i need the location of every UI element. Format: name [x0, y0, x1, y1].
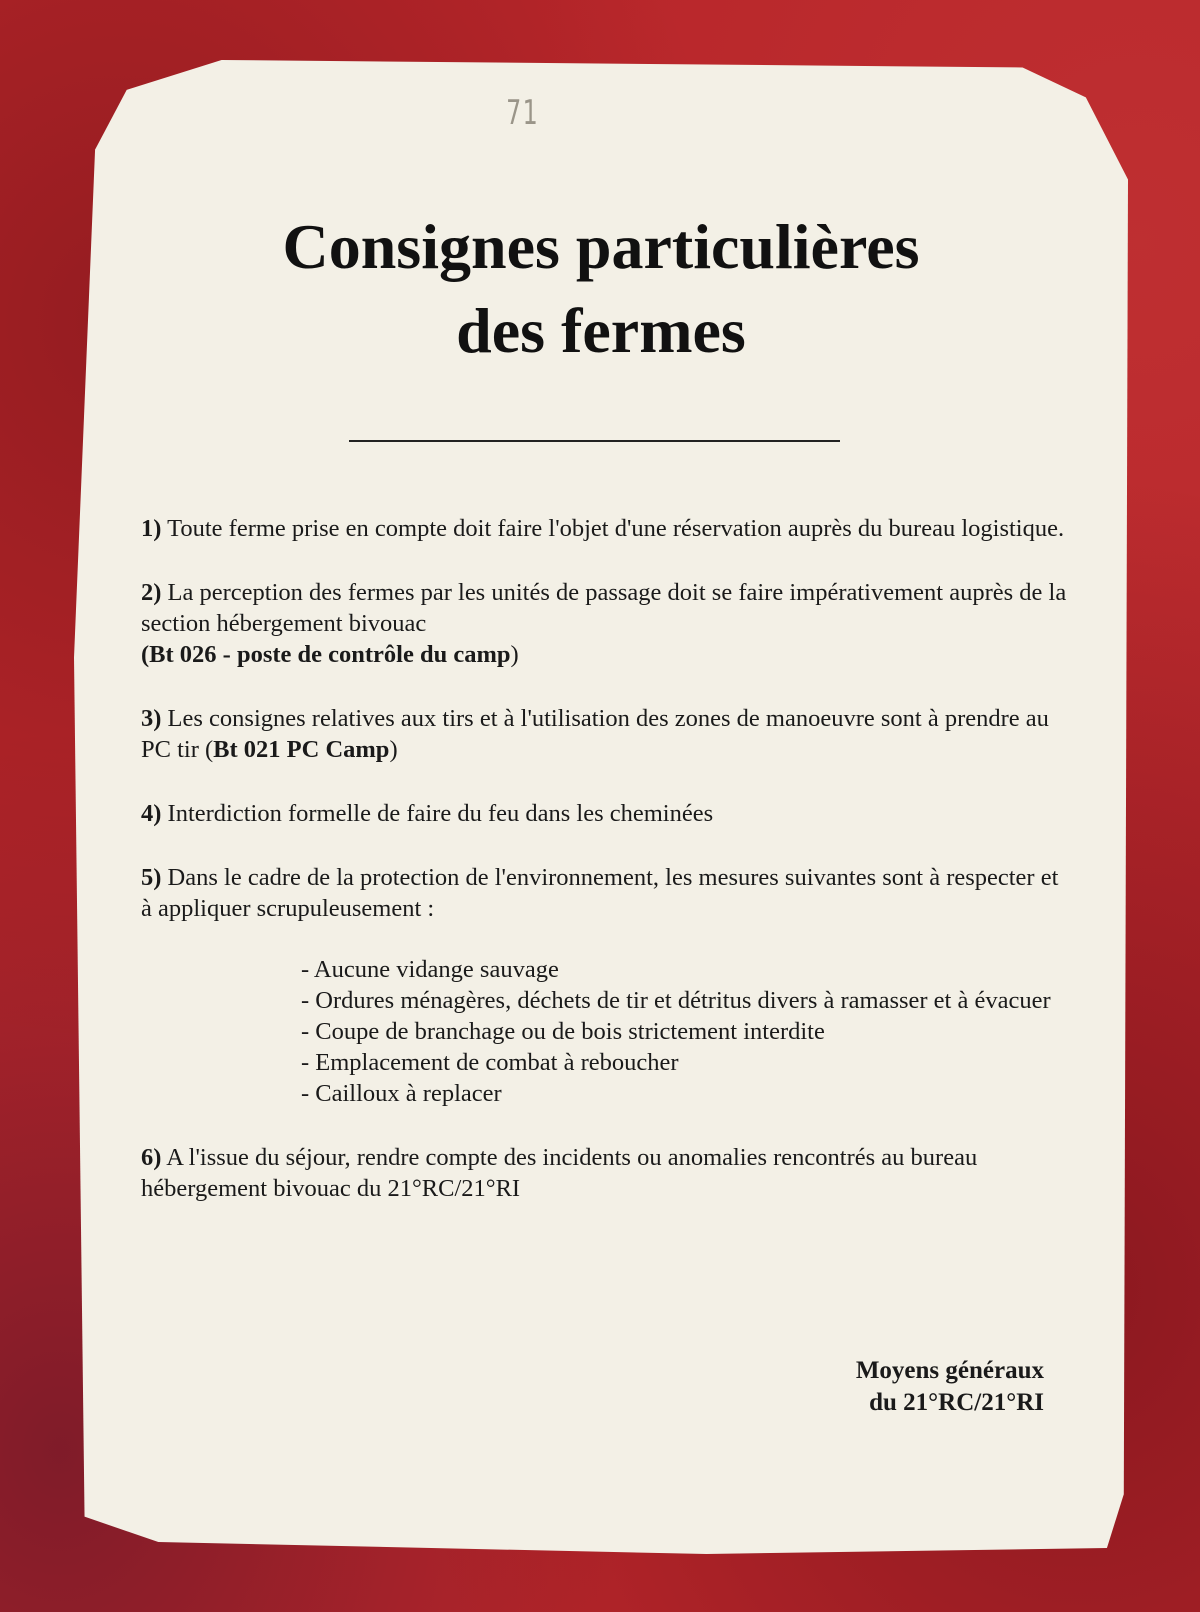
rule-item-4 — [141, 798, 1071, 829]
handwritten-note: 71 — [506, 93, 540, 133]
rule-text: Les consignes relatives aux tirs et à l'utilisation des zones de manoeuvre sont à prendre au PC tir — [141, 705, 1049, 763]
rule-text: Dans le cadre de la protection de l'environnement, les mesures suivantes sont à respecter et à appliquer scrupuleusement : — [141, 864, 1059, 922]
rule-paren-open: ( — [141, 641, 150, 668]
title-line-1: Consignes particulières — [282, 211, 920, 282]
rule-item-6 — [141, 1142, 1071, 1204]
signature-block — [856, 1355, 1044, 1419]
rule-paren-open: ( — [205, 736, 214, 763]
rule-paren-close: ) — [389, 736, 398, 763]
rule-item-1 — [141, 513, 1071, 544]
rule-text: A l'issue du séjour, rendre compte des incidents ou anomalies rencontrés au bureau hébergement bivouac du 21°RC/21°RI — [141, 1144, 978, 1202]
signature-line-1: Moyens généraux — [855, 1357, 1044, 1384]
list-item: - Cailloux à replacer — [301, 1080, 502, 1107]
rule-text: Interdiction formelle de faire du feu dans les cheminées — [167, 800, 714, 827]
environment-measures-list — [301, 954, 1071, 1109]
rule-number: 5) — [141, 864, 162, 891]
rule-text: Toute ferme prise en compte doit faire l'objet d'une réservation auprès du bureau logistique. — [167, 515, 1065, 542]
rule-item-3 — [141, 703, 1071, 765]
notice-body — [141, 513, 1071, 1237]
rule-bold-reference: Bt 021 PC Camp — [213, 736, 390, 763]
list-item: - Ordures ménagères, déchets de tir et détritus divers à ramasser et à évacuer — [301, 987, 1051, 1014]
title-divider — [349, 440, 840, 442]
signature-line-2: du 21°RC/21°RI — [869, 1389, 1044, 1416]
rule-number: 6) — [141, 1144, 162, 1171]
rule-number: 1) — [141, 515, 162, 542]
rule-paren-close: ) — [510, 641, 519, 668]
rule-number: 3) — [141, 705, 162, 732]
notice-title — [74, 205, 1128, 373]
list-item: - Emplacement de combat à reboucher — [301, 1049, 679, 1076]
list-item: - Aucune vidange sauvage — [301, 956, 559, 983]
rule-item-2 — [141, 577, 1071, 670]
rule-bold-reference: Bt 026 - poste de contrôle du camp — [149, 641, 511, 668]
rule-number: 4) — [141, 800, 162, 827]
rule-text: La perception des fermes par les unités de passage doit se faire impérativement auprès de la section hébergement bivouac — [141, 579, 1067, 637]
title-line-2: des fermes — [456, 295, 746, 366]
list-item: - Coupe de branchage ou de bois strictement interdite — [301, 1018, 825, 1045]
rule-item-5 — [141, 862, 1071, 924]
rule-number: 2) — [141, 579, 162, 606]
